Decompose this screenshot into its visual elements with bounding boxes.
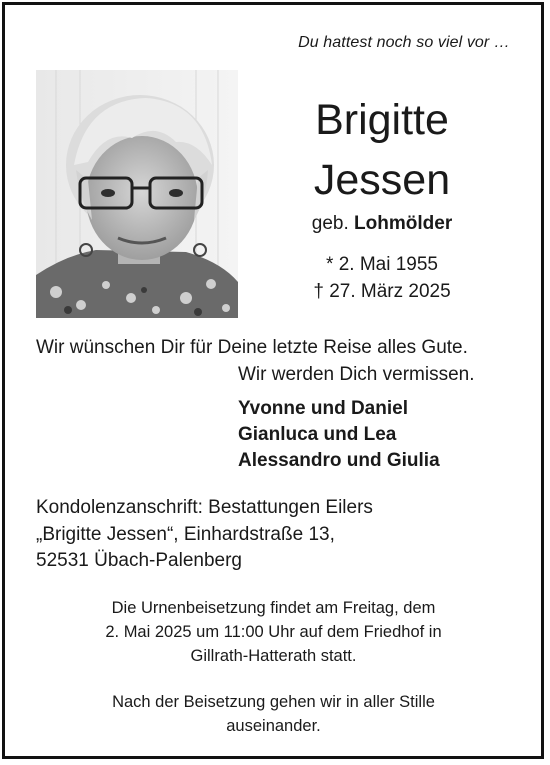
condolence-address	[36, 495, 373, 575]
miss-you-message: Wir werden Dich vermissen.	[238, 364, 475, 385]
family-member: Alessandro und Giulia	[238, 450, 440, 471]
birth-date: * 2. Mai 1955	[326, 254, 438, 275]
first-name: Brigitte	[315, 96, 449, 144]
death-date: † 27. März 2025	[313, 281, 451, 302]
birth-name-prefix: geb.	[311, 213, 349, 234]
address-line: Kondolenzanschrift: Bestattungen Eilers	[36, 497, 373, 518]
farewell-message: Wir wünschen Dir für Deine letzte Reise alles Gute.	[36, 337, 468, 358]
address-line: 52531 Übach-Palenberg	[36, 550, 242, 571]
family-member: Gianluca und Lea	[238, 424, 397, 445]
family-signatures	[238, 396, 440, 474]
motto: Du hattest noch so viel vor …	[298, 34, 510, 51]
burial-info-line: Die Urnenbeisetzung findet am Freitag, dem	[111, 599, 436, 617]
family-member: Yvonne und Daniel	[238, 398, 408, 419]
birth-name-line	[262, 213, 502, 235]
closing-line: auseinander.	[226, 717, 321, 735]
burial-info-line: Gillrath-Hatterath statt.	[190, 647, 357, 665]
address-line: „Brigitte Jessen“, Einhardstraße 13,	[36, 523, 335, 545]
closing-note	[36, 690, 511, 738]
portrait-photo	[36, 70, 238, 318]
burial-info	[36, 596, 511, 668]
burial-info-line: 2. Mai 2025 um 11:00 Uhr auf dem Friedhof in	[105, 623, 442, 641]
birth-name: Lohmölder	[354, 213, 453, 234]
closing-line: Nach der Beisetzung gehen wir in aller Stille	[112, 693, 435, 711]
last-name: Jessen	[313, 156, 451, 204]
